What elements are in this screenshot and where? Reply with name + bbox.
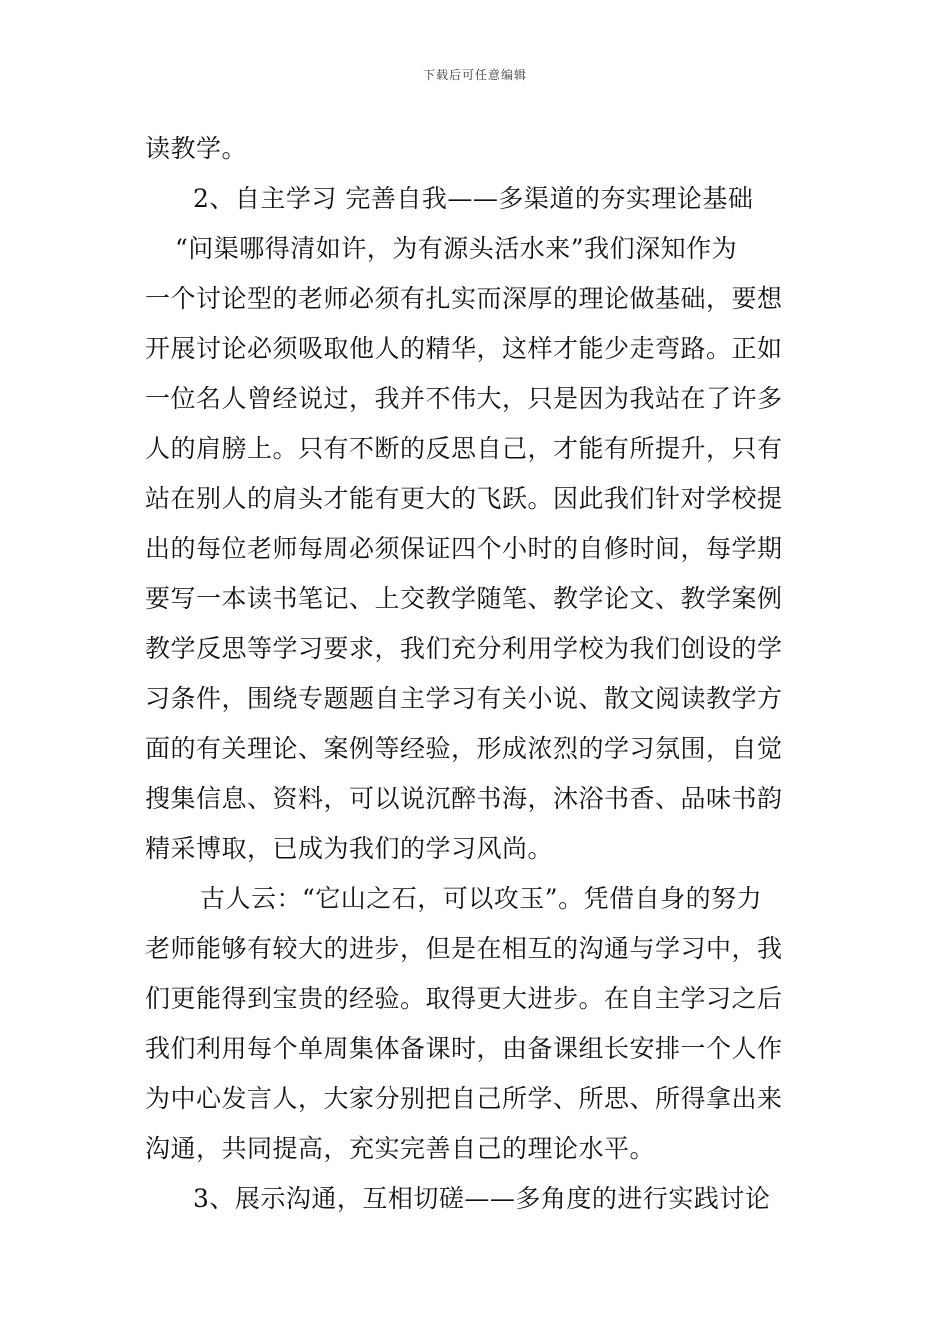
text-line-6: 一位名人曾经说过，我并不伟大，只是因为我站在了许多 <box>145 384 783 413</box>
text-line-7: 人的肩膀上。只有不断的反思自己，才能有所提升，只有 <box>145 434 783 463</box>
text-line-11: 教学反思等学习要求，我们充分利用学校为我们创设的学 <box>145 634 783 663</box>
text-line-13: 面的有关理论、案例等经验，形成浓烈的学习氛围，自觉 <box>145 734 783 763</box>
text-line-14: 搜集信息、资料，可以说沉醉书海，沐浴书香、品味书韵 <box>145 784 783 813</box>
text-line-18: 们更能得到宝贵的经验。取得更大进步。在自主学习之后 <box>145 984 783 1013</box>
page-header: 下载后可任意编辑 <box>422 68 527 82</box>
text-line-15: 精采博取，已成为我们的学习风尚。 <box>145 834 554 863</box>
text-line-10: 要写一本读书笔记、上交教学随笔、教学论文、教学案例 <box>145 584 783 613</box>
text-line-4: 一个讨论型的老师必须有扎实而深厚的理论做基础，要想 <box>145 284 783 313</box>
text-line-8: 站在别人的肩头才能有更大的飞跃。因此我们针对学校提 <box>145 484 783 513</box>
text-line-20: 为中心发言人，大家分别把自己所学、所思、所得拿出来 <box>145 1084 783 1113</box>
section-heading-3: 3、展示沟通，互相切磋——多角度的进行实践讨论 <box>193 1184 771 1213</box>
text-line-3: “问渠哪得清如许，为有源头活水来”我们深知作为 <box>175 234 738 263</box>
text-line-1: 读教学。 <box>145 134 248 163</box>
section-heading-2: 2、自主学习 完善自我——多渠道的夯实理论基础 <box>193 184 754 213</box>
text-line-9: 出的每位老师每周必须保证四个小时的自修时间，每学期 <box>145 534 783 563</box>
text-line-12: 习条件，围绕专题题自主学习有关小说、散文阅读教学方 <box>145 684 783 713</box>
text-line-16: 古人云：“它山之石，可以攻玉”。凭借自身的努力 <box>200 884 763 913</box>
text-line-17: 老师能够有较大的进步，但是在相互的沟通与学习中，我 <box>145 934 783 963</box>
text-line-21: 沟通，共同提高，充实完善自己的理论水平。 <box>145 1134 656 1163</box>
text-line-19: 我们利用每个单周集体备课时，由备课组长安排一个人作 <box>145 1034 783 1063</box>
text-line-5: 开展讨论必须吸取他人的精华，这样才能少走弯路。正如 <box>145 334 783 363</box>
